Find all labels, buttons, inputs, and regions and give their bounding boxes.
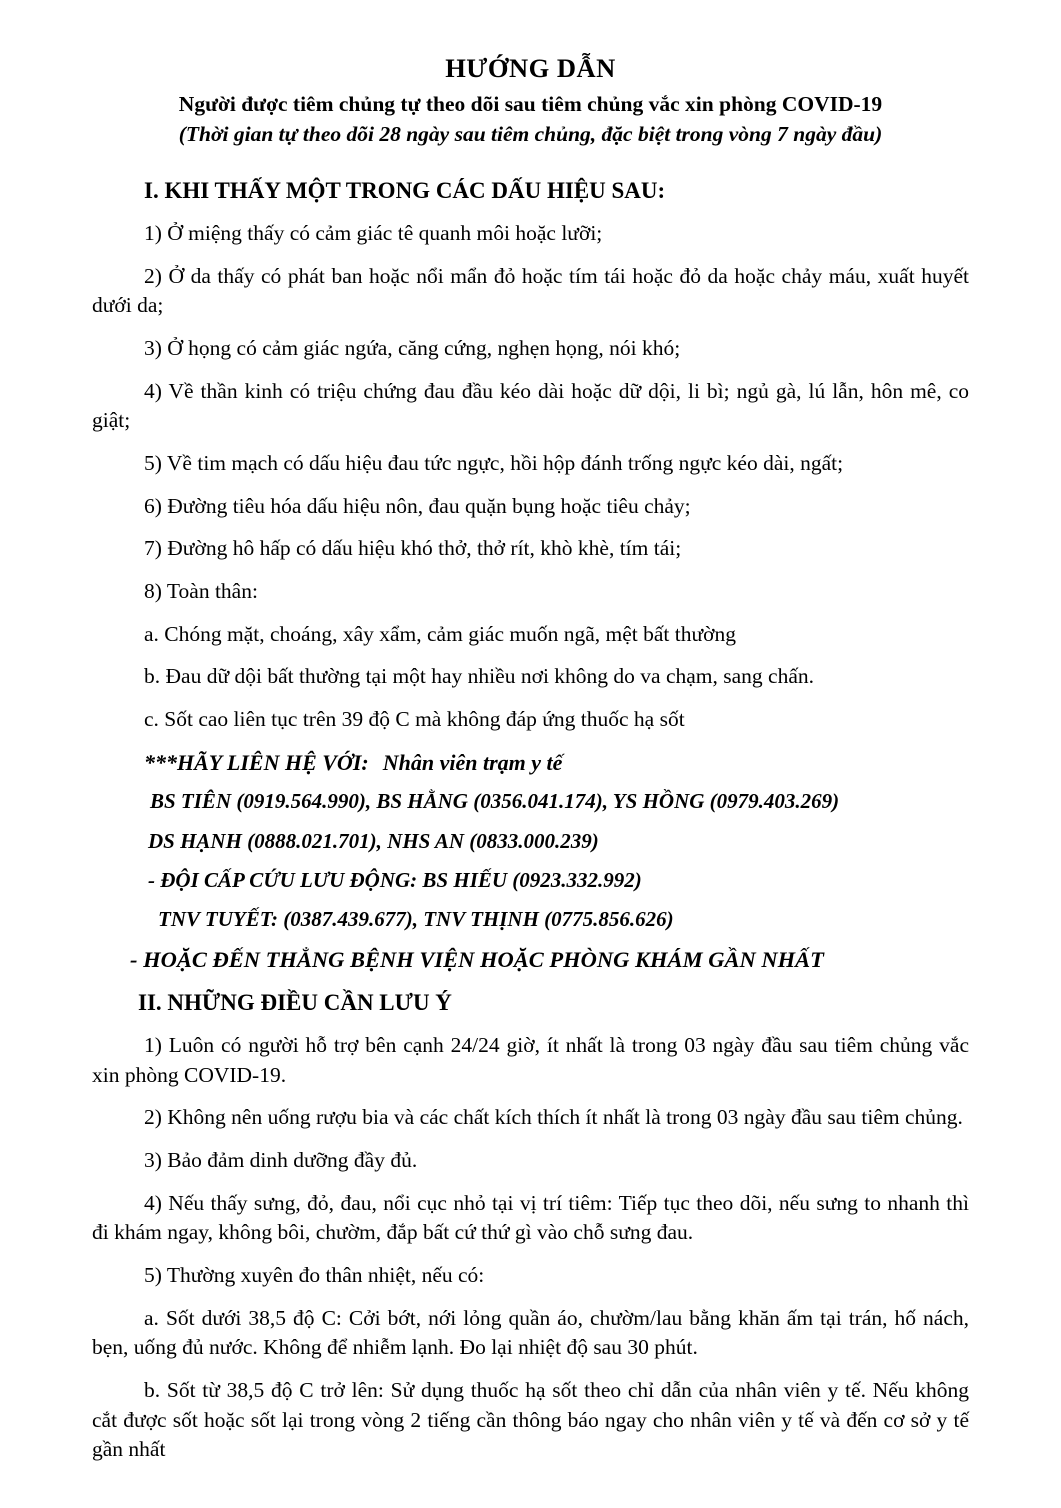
section-1-item-8: 8) Toàn thân: [144,578,258,603]
section-2-item-3: 3) Bảo đảm dinh dưỡng đầy đủ. [144,1148,418,1173]
section-1-item-1: 1) Ở miệng thấy có cảm giác tê quanh môi hoặc lưỡi; [144,221,603,246]
section-1-item-8b: b. Đau dữ dội bất thường tại một hay nhiều nơi không do va chạm, sang chấn. [144,664,815,689]
section-2-item-1: 1) Luôn có người hỗ trợ bên cạnh 24/24 giờ, ít nhất là trong 03 ngày đầu sau tiêm chủng vắc xin phòng COVID-19. [92,1033,969,1087]
section-2-item-5: 5) Thường xuyên đo thân nhiệt, nếu có: [144,1263,485,1287]
section-1-item-7: 7) Đường hô hấp có dấu hiệu khó thở, thở rít, khò khè, tím tái; [144,536,682,561]
section-1-item-5: 5) Về tim mạch có dấu hiệu đau tức ngực, hồi hộp đánh trống ngực kéo dài, ngất; [144,450,844,475]
contact-line-1: BS TIÊN (0919.564.990), BS HẰNG (0356.041.174), YS HỒNG (0979.403.269) [150,789,840,814]
document-title: HƯỚNG DẪN [445,53,616,83]
section-1-item-3: 3) Ở họng có cảm giác ngứa, căng cứng, nghẹn họng, nói khó; [144,336,681,361]
section-1-item-6: 6) Đường tiêu hóa dấu hiệu nôn, đau quặn bụng hoặc tiêu chảy; [144,493,691,518]
contact-line-mobile-team: - ĐỘI CẤP CỨU LƯU ĐỘNG: BS HIẾU (0923.332.992) [148,867,642,892]
section-1-item-4: 4) Về thần kinh có triệu chứng đau đầu kéo dài hoặc dữ dội, li bì; ngủ gà, lú lẫn, hôn mê, co giật; [92,378,969,433]
section-2-item-5a: a. Sốt dưới 38,5 độ C: Cởi bớt, nới lỏng quần áo, chườm/lau bằng khăn ấm tại trán, hố nách, bẹn, uống đủ nước. Không để nhiễm lạnh. Đo lại nhiệt độ sau 30 phút. [92,1305,969,1360]
contact-line-volunteers: TNV TUYẾT: (0387.439.677), TNV THỊNH (0775.856.626) [158,907,674,932]
section-2-item-5b: b. Sốt từ 38,5 độ C trở lên: Sử dụng thuốc hạ sốt theo chỉ dẫn của nhân viên y tế. Nếu không cắt được sốt hoặc sốt lại trong vòng 2 tiếng cần thông báo ngay cho nhân viên y tế và đến cơ sở y tế gần nhất [92,1377,969,1462]
section-1-heading: I. KHI THẤY MỘT TRONG CÁC DẤU HIỆU SAU: [144,178,666,203]
emergency-instruction: - HOẶC ĐẾN THẲNG BỆNH VIỆN HOẶC PHÒNG KHÁM GẦN NHẤT [130,946,824,972]
section-2-heading: II. NHỮNG ĐIỀU CẦN LƯU Ý [138,990,452,1016]
section-2-item-4: 4) Nếu thấy sưng, đỏ, đau, nổi cục nhỏ tại vị trí tiêm: Tiếp tục theo dõi, nếu sưng to nhanh thì đi khám ngay, không bôi, chườm, đắp bất cứ thứ gì vào chỗ sưng đau. [92,1190,969,1245]
contact-line-2: DS HẠNH (0888.021.701), NHS AN (0833.000.239) [148,828,599,853]
section-1-item-8c: c. Sốt cao liên tục trên 39 độ C mà không đáp ứng thuốc hạ sốt [144,706,685,731]
document-subtitle: Người được tiêm chủng tự theo dõi sau tiêm chủng vắc xin phòng COVID-19 [178,92,883,117]
contact-heading-prefix: ***HÃY LIÊN HỆ VỚI: [144,749,369,775]
contact-heading [92,748,969,778]
section-1-item-8a: a. Chóng mặt, choáng, xây xẩm, cảm giác muốn ngã, mệt bất thường [144,621,737,646]
document-subtitle-note: (Thời gian tự theo dõi 28 ngày sau tiêm chủng, đặc biệt trong vòng 7 ngày đầu) [178,122,883,147]
section-1-item-2: 2) Ở da thấy có phát ban hoặc nổi mẩn đỏ hoặc tím tái hoặc đỏ da hoặc chảy máu, xuất huyết dưới da; [92,263,969,318]
section-2-item-2: 2) Không nên uống rượu bia và các chất kích thích ít nhất là trong 03 ngày đầu sau tiêm chủng. [144,1105,963,1130]
contact-heading-target: Nhân viên trạm y tế [382,749,563,775]
